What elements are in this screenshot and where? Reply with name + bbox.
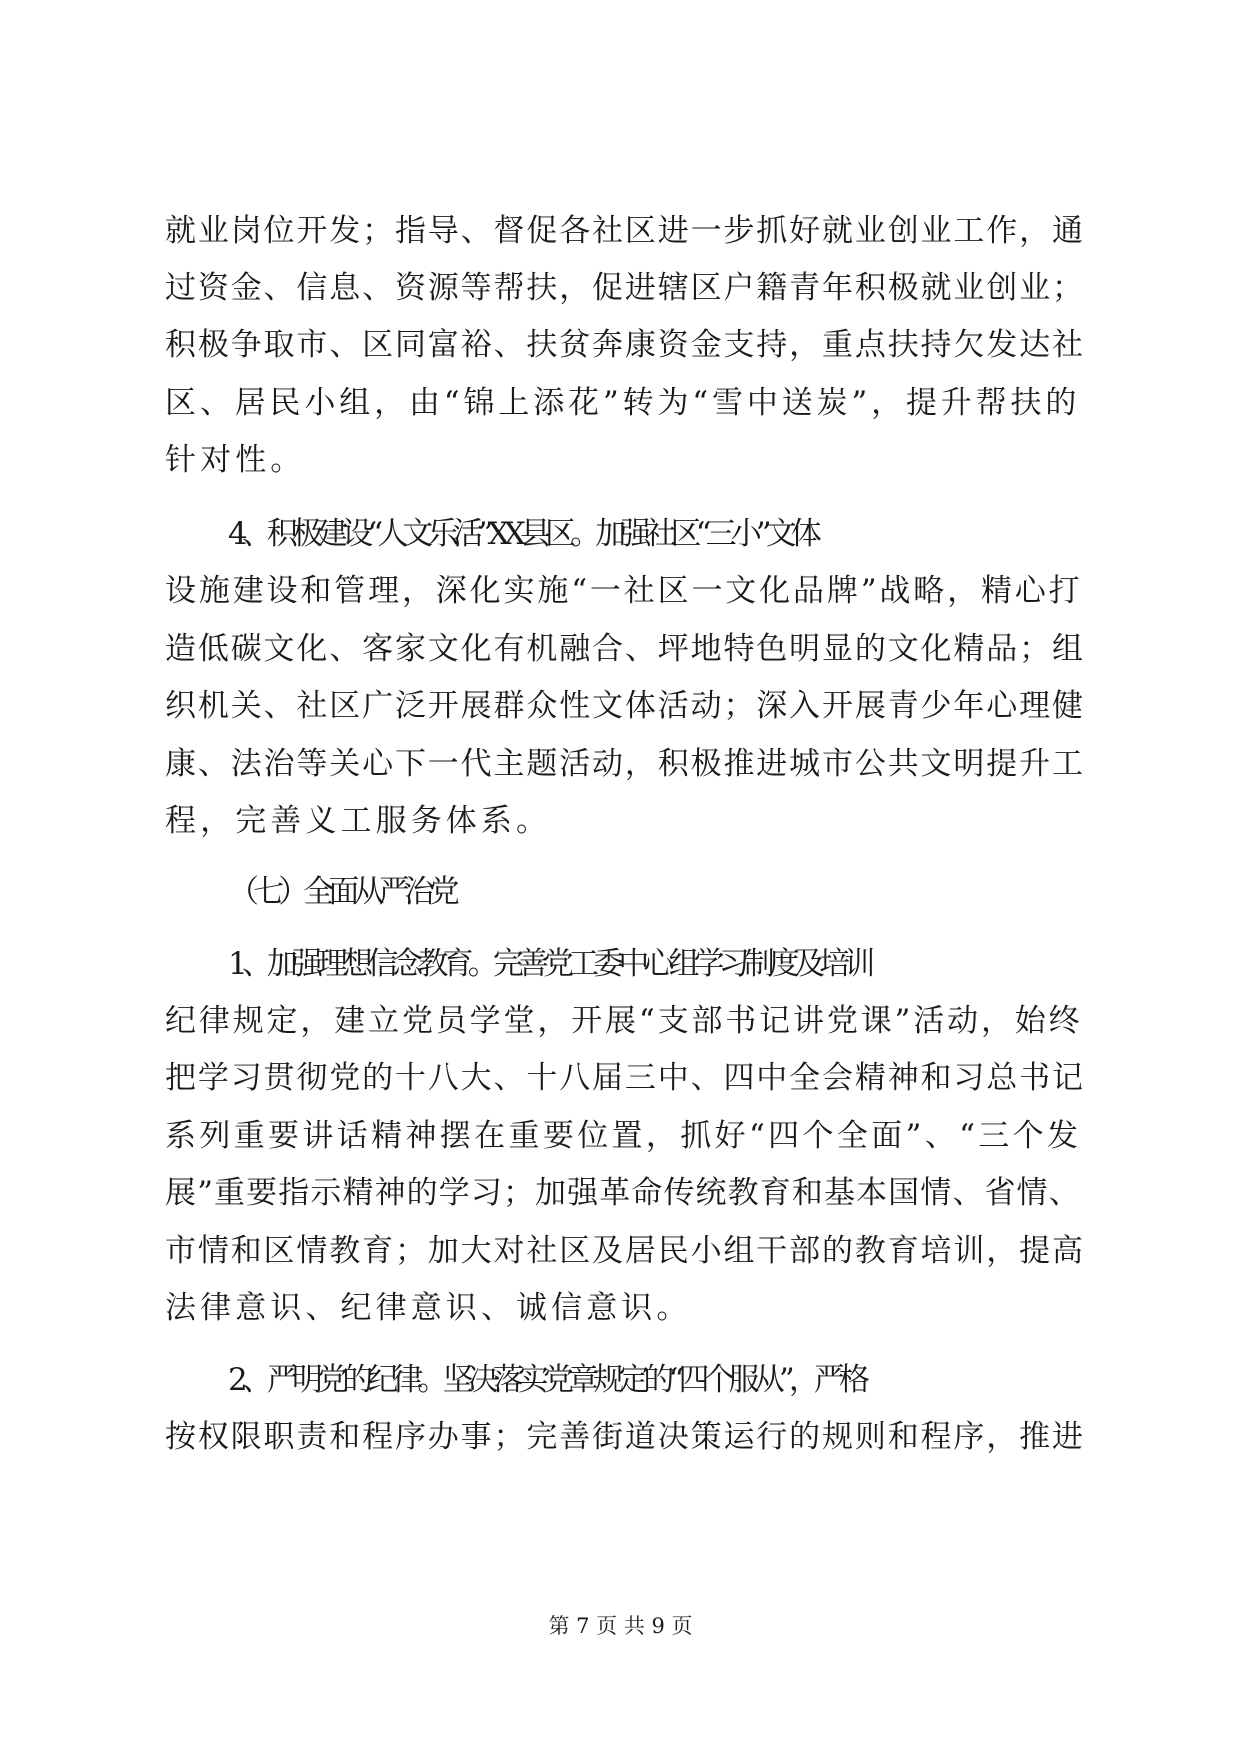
body-text-line: 纪律规定，建立党员学堂，开展“支部书记讲党课”活动，始终 — [165, 1003, 1083, 1039]
body-text-line: 系列重要讲话精神摆在重要位置，抓好“四个全面”、“三个发 — [165, 1118, 1082, 1154]
section-heading: （七）全面从严治党 — [228, 874, 454, 910]
page-footer: 第 7 页 共 9 页 — [548, 1614, 693, 1638]
body-text-line: 法律意识、纪律意识、诚信意识。 — [165, 1290, 692, 1326]
body-text-line: 把学习贯彻党的十八大、十八届三中、四中全会精神和习总书记 — [165, 1060, 1085, 1096]
body-text-line: 程，完善义工服务体系。 — [165, 803, 552, 839]
body-text-line: 就业岗位开发；指导、督促各社区进一步抓好就业创业工作，通 — [165, 213, 1085, 249]
body-text-line: 设施建设和管理，深化实施“一社区一文化品牌”战略，精心打 — [165, 573, 1083, 609]
body-text-line: 区、居民小组，由“锦上添花”转为“雪中送炭”，提升帮扶的 — [165, 385, 1081, 421]
body-text-line: 按权限职责和程序办事；完善街道决策运行的规则和程序，推进 — [165, 1419, 1085, 1455]
paragraph-first-line: 1、加强理想信念教育。完善党工委中心组学习制度及培训 — [228, 946, 870, 982]
body-text-line: 市情和区情教育；加大对社区及居民小组干部的教育培训，提高 — [165, 1233, 1085, 1269]
paragraph-first-line: 2、严明党的纪律。坚决落实党章规定的“四个服从”，严格 — [228, 1362, 865, 1398]
body-text-line: 造低碳文化、客家文化有机融合、坪地特色明显的文化精品；组 — [165, 631, 1085, 667]
body-text-line: 过资金、信息、资源等帮扶，促进辖区户籍青年积极就业创业； — [165, 270, 1085, 306]
paragraph-first-line: 4、积极建设“人文乐活”XX县区。加强社区“三小”文体 — [228, 516, 816, 552]
body-text-line: 针对性。 — [165, 442, 306, 478]
body-text-line: 织机关、社区广泛开展群众性文体活动；深入开展青少年心理健 — [165, 688, 1085, 724]
body-text-line: 积极争取市、区同富裕、扶贫奔康资金支持，重点扶持欠发达社 — [165, 327, 1085, 363]
body-text-line: 展”重要指示精神的学习；加强革命传统教育和基本国情、省情、 — [165, 1175, 1081, 1211]
body-text-line: 康、法治等关心下一代主题活动，积极推进城市公共文明提升工 — [165, 746, 1085, 782]
